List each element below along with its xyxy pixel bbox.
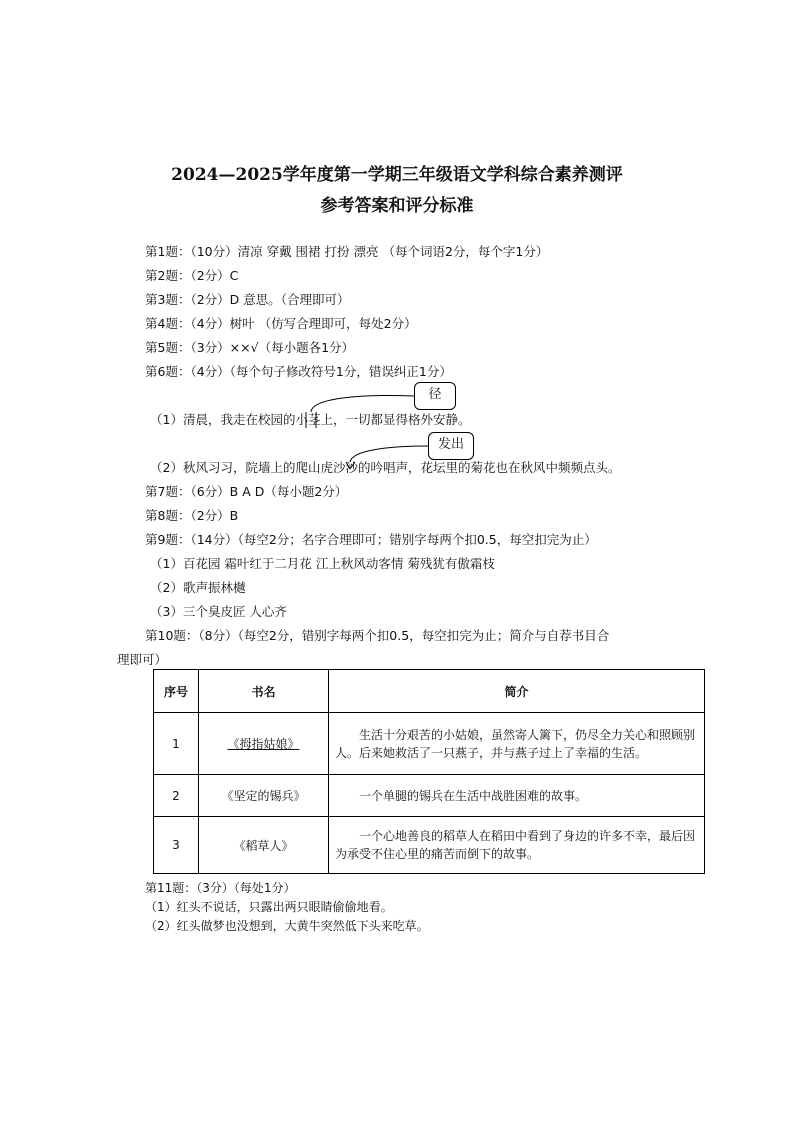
answer-q11: 第11题：（3分）（每处1分）	[145, 881, 296, 895]
table-row	[154, 713, 705, 775]
answer-q6-sentence2: （2）秋风习习，院墙上的爬山虎沙沙的吟唱声，花坛里的菊花也在秋风中频频点头。	[150, 460, 621, 475]
col-header-book: 书名	[199, 670, 329, 713]
answer-q6: 第6题：（4分）（每个句子修改符号1分，错误纠正1分）	[145, 364, 452, 379]
page-title-line1: 2024—2025学年度第一学期三年级语文学科综合素养测评	[171, 165, 623, 185]
row-num: 2	[154, 775, 199, 817]
table-header-row	[154, 670, 705, 713]
answer-q8: 第8题：（2分）B	[145, 508, 239, 523]
row-intro: 一个心地善良的稻草人在稻田中看到了身边的许多不幸，最后因为承受不住心里的痛苦而倒下的故事。	[329, 817, 705, 874]
answer-q5: 第5题：（3分）××√（每小题各1分）	[145, 340, 355, 355]
answer-q4: 第4题：（4分）树叶 （仿写合理即可，每处2分）	[145, 316, 417, 331]
answer-q9: 第9题：（14分）（每空2分；名字合理即可；错别字每两个扣0.5，每空扣完为止）	[145, 532, 597, 547]
page-title-line2: 参考答案和评分标准	[320, 196, 474, 216]
col-header-num: 序号	[154, 670, 199, 713]
row-book: 《稻草人》	[199, 817, 329, 874]
book-table	[153, 669, 705, 874]
answer-q9-1: （1）百花园 霜叶红于二月花 江上秋风动客情 菊残犹有傲霜枝	[150, 556, 495, 571]
answer-q11-2: （2）红头做梦也没想到，大黄牛突然低下头来吃草。	[145, 919, 429, 933]
correction-box-2: 发出	[428, 432, 474, 460]
answer-q7: 第7题：（6分）B A D（每小题2分）	[145, 484, 348, 499]
correction-box-1: 径	[414, 382, 456, 410]
table-row	[154, 817, 705, 874]
answer-q2: 第2题：（2分）C	[145, 268, 239, 283]
answer-q9-3: （3）三个臭皮匠 人心齐	[150, 604, 287, 619]
row-num: 3	[154, 817, 199, 874]
answer-q3: 第3题：（2分）D 意思。（合理即可）	[145, 292, 350, 307]
row-intro: 生活十分艰苦的小姑娘，虽然寄人篱下，仍尽全力关心和照顾别人。后来她救活了一只燕子，并与燕子过上了幸福的生活。	[329, 713, 705, 775]
row-intro: 一个单腿的锡兵在生活中战胜困难的故事。	[329, 775, 705, 817]
answer-q11-1: （1）红头不说话，只露出两只眼睛偷偷地看。	[145, 900, 393, 914]
answer-q10-cont: 理即可）	[117, 652, 168, 667]
col-header-intro: 简介	[329, 670, 705, 713]
row-book: 《坚定的锡兵》	[199, 775, 329, 817]
answer-q9-2: （2）歌声振林樾	[150, 580, 246, 595]
answer-q6-sentence1: （1）清晨，我走在校园的小茎上，一切都显得格外安静。	[150, 412, 471, 427]
row-book: 《拇指姑娘》	[227, 737, 300, 751]
table-row	[154, 775, 705, 817]
answer-q10: 第10题：（8分）（每空2分，错别字每两个扣0.5，每空扣完为止；简介与自荐书目合	[145, 628, 610, 643]
answer-q1: 第1题：（10分）清凉 穿戴 围裙 打扮 漂亮 （每个词语2分，每个字1分）	[145, 244, 549, 259]
row-num: 1	[154, 713, 199, 775]
